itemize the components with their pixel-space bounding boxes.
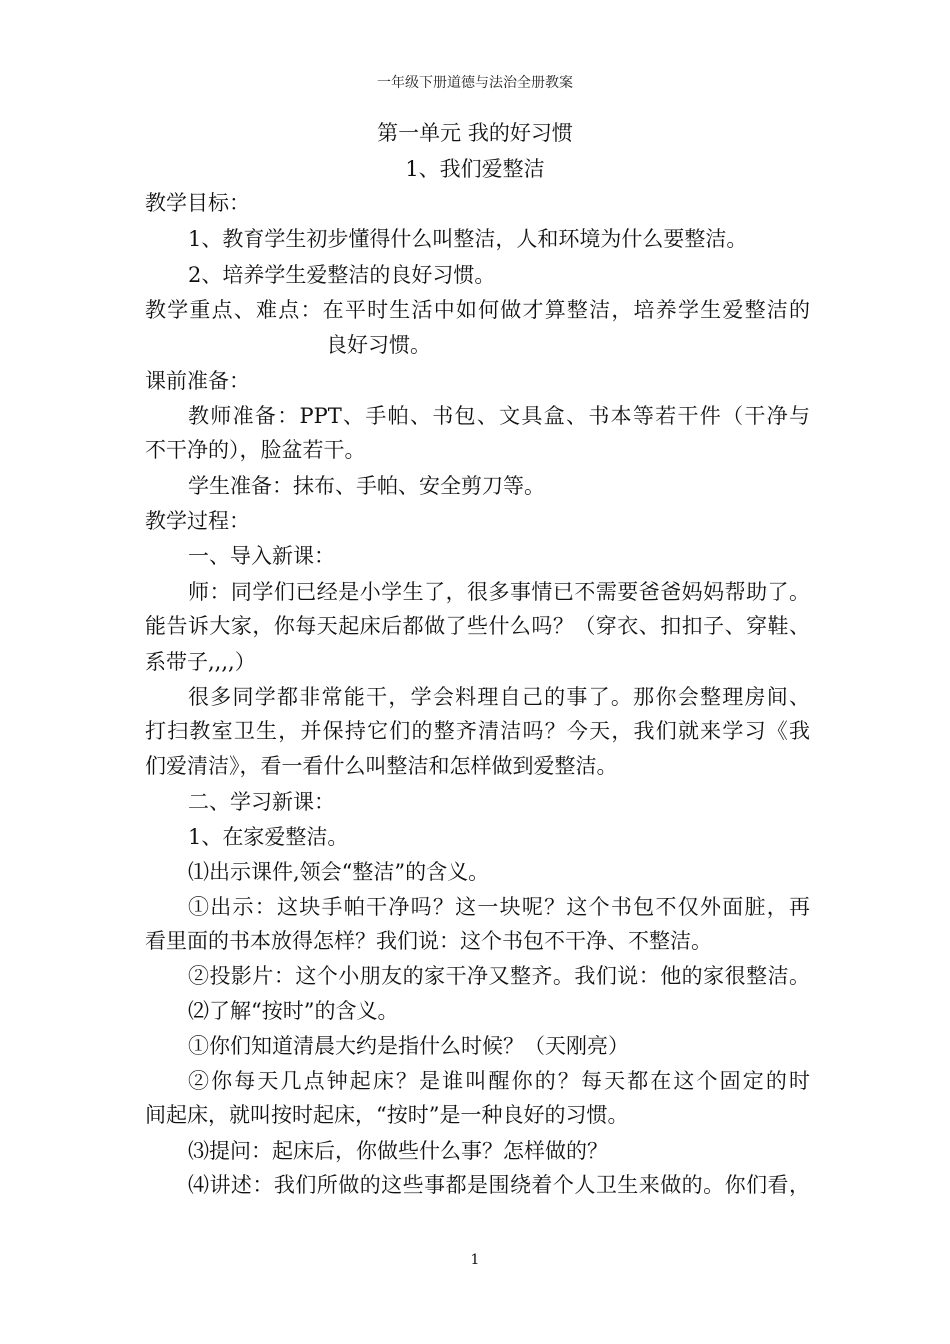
paragraph-line: 间起床，就叫按时起床，“按时”是一种良好的习惯。	[145, 1103, 629, 1127]
section-heading-preparation: 课前准备：	[145, 369, 250, 393]
student-prep: 学生准备：抹布、手帕、安全剪刀等。	[188, 474, 545, 498]
paragraph-line: 能告诉大家，你每天起床后都做了些什么吗？（穿衣、扣扣子、穿鞋、	[145, 614, 810, 638]
step-new-lesson-heading: 二、学习新课：	[188, 790, 335, 814]
paragraph-line: ⑷讲述：我们所做的这些事都是围绕着个人卫生来做的。你们看，	[188, 1173, 810, 1197]
paragraph-line: 很多同学都非常能干，学会料理自己的事了。那你会整理房间、	[188, 685, 810, 709]
section-heading-process: 教学过程：	[145, 509, 250, 533]
paragraph-line: 系带子,,,,）	[145, 650, 256, 674]
paragraph-line: 看里面的书本放得怎样？我们说：这个书包不干净、不整洁。	[145, 929, 712, 953]
section-heading-objectives: 教学目标：	[145, 191, 250, 215]
objective-2: 2、培养学生爱整洁的良好习惯。	[188, 263, 496, 287]
paragraph-line: ①你们知道清晨大约是指什么时候？（天刚亮）	[188, 1034, 629, 1058]
step-intro-heading: 一、导入新课：	[188, 544, 335, 568]
paragraph-line: 师：同学们已经是小学生了，很多事情已不需要爸爸妈妈帮助了。	[188, 580, 810, 604]
lesson-title: 1、我们爱整洁	[405, 157, 545, 181]
paragraph-line: ②你每天几点钟起床？是谁叫醒你的？每天都在这个固定的时	[188, 1069, 810, 1093]
paragraph-line: ②投影片：这个小朋友的家干净又整齐。我们说：他的家很整洁。	[188, 964, 810, 988]
running-header: 一年级下册道德与法治全册教案	[377, 75, 573, 91]
key-points-line: 教学重点、难点：在平时生活中如何做才算整洁，培养学生爱整洁的	[145, 298, 810, 322]
paragraph-line: 打扫教室卫生，并保持它们的整齐清洁吗？今天，我们就来学习《我	[145, 719, 810, 743]
subsection-heading: 1、在家爱整洁。	[188, 825, 349, 849]
teacher-prep-line: 教师准备：PPT、手帕、书包、文具盒、书本等若干件（干净与	[188, 404, 810, 428]
objective-1: 1、教育学生初步懂得什么叫整洁，人和环境为什么要整洁。	[188, 227, 748, 251]
unit-title: 第一单元 我的好习惯	[377, 121, 573, 145]
paragraph-line: ⑴出示课件,领会“整洁”的含义。	[188, 860, 490, 884]
paragraph-line: ⑵了解“按时”的含义。	[188, 999, 399, 1023]
key-points-continued: 良好习惯。	[326, 333, 431, 357]
paragraph-line: ①出示：这块手帕干净吗？这一块呢？这个书包不仅外面脏，再	[188, 895, 810, 919]
page-number: 1	[470, 1252, 480, 1268]
teacher-prep-continued: 不干净的），脸盆若干。	[145, 438, 366, 462]
paragraph-line: 们爱清洁》，看一看什么叫整洁和怎样做到爱整洁。	[145, 754, 618, 778]
paragraph-line: ⑶提问：起床后，你做些什么事？怎样做的？	[188, 1139, 608, 1163]
